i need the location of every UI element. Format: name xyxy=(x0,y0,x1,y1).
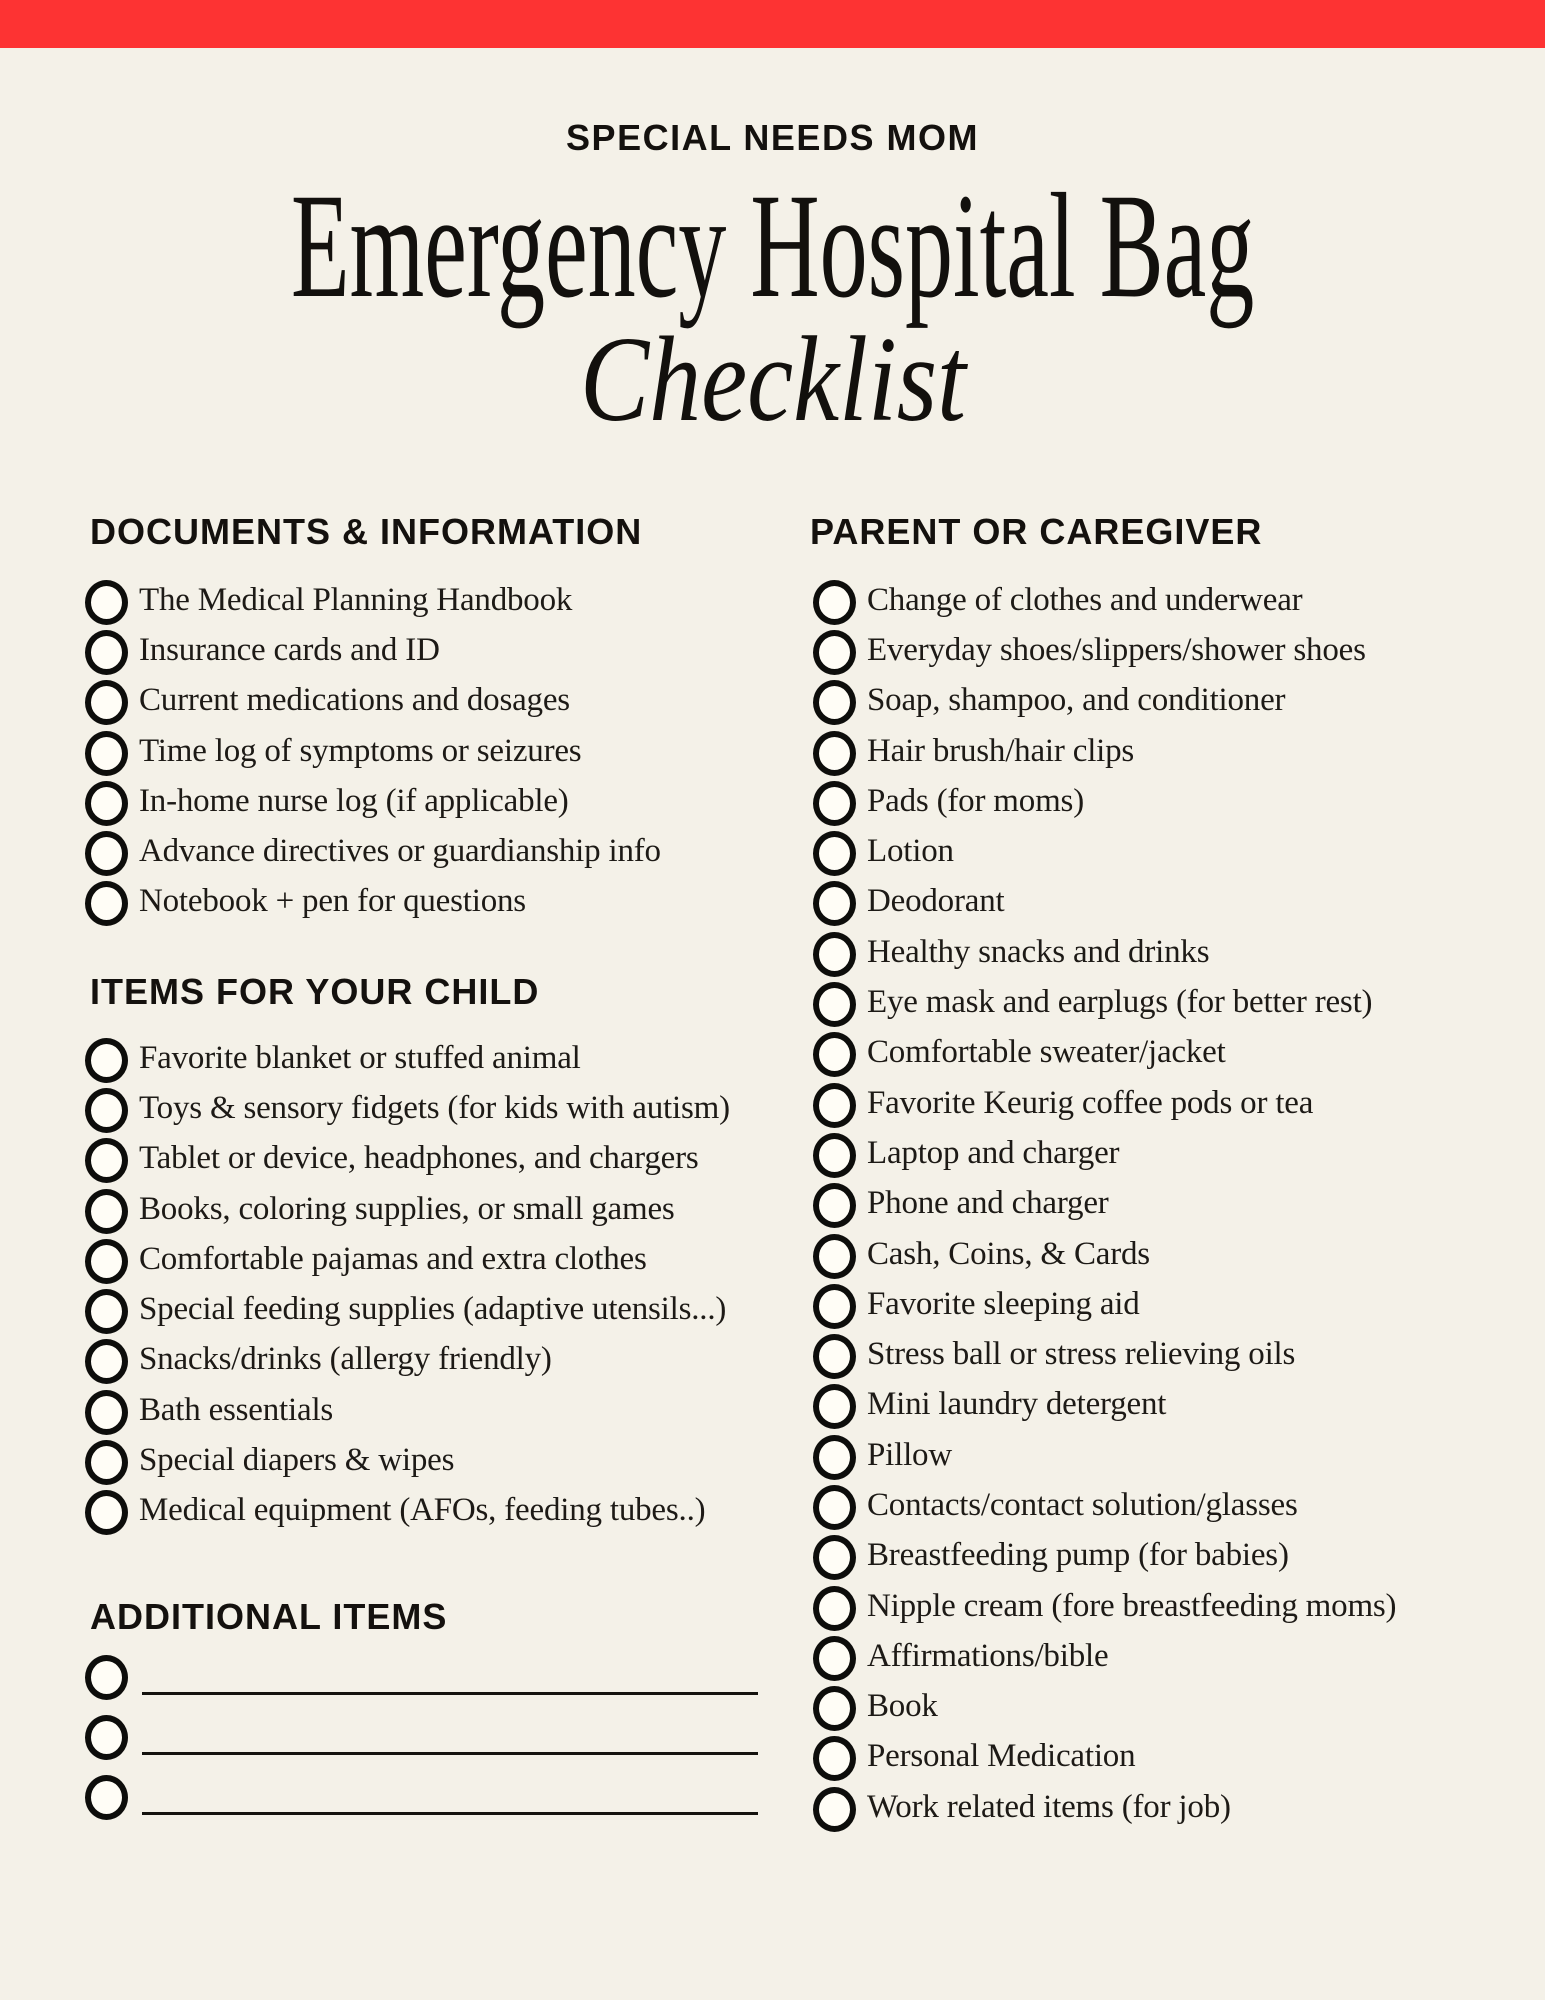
checkbox-circle[interactable] xyxy=(85,1715,128,1760)
checklist-item xyxy=(813,1331,1396,1381)
checklist-item-label: Pads (for moms) xyxy=(867,782,1084,819)
checklist-item xyxy=(813,1784,1396,1834)
checklist-item-label: Special feeding supplies (adaptive utensils...) xyxy=(139,1291,727,1328)
checklist-item-label: Notebook + pen for questions xyxy=(139,883,526,920)
write-in-line[interactable] xyxy=(142,1692,758,1695)
checklist-item xyxy=(85,1236,730,1286)
checklist-item xyxy=(813,1432,1396,1482)
checklist-item xyxy=(813,728,1396,778)
checklist-item-label: Time log of symptoms or seizures xyxy=(139,732,582,769)
checkbox-circle[interactable] xyxy=(813,1535,856,1580)
section-title-documents: DOCUMENTS & INFORMATION xyxy=(90,511,643,552)
checkbox-circle[interactable] xyxy=(813,781,856,826)
checklist-item xyxy=(813,1231,1396,1281)
checklist-item xyxy=(813,828,1396,878)
checklist-item-label: Pillow xyxy=(867,1436,952,1473)
checkbox-circle[interactable] xyxy=(813,1083,856,1128)
checklist-item xyxy=(85,678,661,728)
checklist-item xyxy=(813,1030,1396,1080)
page-title: Emergency Hospital Bag xyxy=(290,163,1255,329)
checkbox-circle[interactable] xyxy=(813,1586,856,1631)
checkbox-circle[interactable] xyxy=(813,831,856,876)
checklist-item xyxy=(85,1488,730,1538)
checklist-item xyxy=(85,1286,730,1336)
checklist-item xyxy=(813,879,1396,929)
additional-blank-row xyxy=(85,1712,785,1764)
eyebrow-text: SPECIAL NEEDS MOM xyxy=(566,117,979,158)
write-in-line[interactable] xyxy=(142,1752,758,1755)
checkbox-circle[interactable] xyxy=(813,731,856,776)
checklist-item-label: Phone and charger xyxy=(867,1185,1109,1222)
checkbox-circle[interactable] xyxy=(813,1133,856,1178)
checkbox-circle[interactable] xyxy=(85,1189,128,1234)
checkbox-circle[interactable] xyxy=(813,1234,856,1279)
checklist-item-label: Special diapers & wipes xyxy=(139,1442,455,1479)
checklist-item-label: Books, coloring supplies, or small games xyxy=(139,1190,675,1227)
checklist-item-label: Soap, shampoo, and conditioner xyxy=(867,682,1286,719)
checklist-item-label: Contacts/contact solution/glasses xyxy=(867,1486,1298,1523)
additional-blank-row xyxy=(85,1772,785,1824)
checklist-item-label: Snacks/drinks (allergy friendly) xyxy=(139,1341,552,1378)
checkbox-circle[interactable] xyxy=(813,881,856,926)
section-title-additional: ADDITIONAL ITEMS xyxy=(90,1596,448,1637)
checkbox-circle[interactable] xyxy=(813,1334,856,1379)
checklist-item-label: Tablet or device, headphones, and chargers xyxy=(139,1140,699,1177)
checklist-item xyxy=(813,778,1396,828)
checkbox-circle[interactable] xyxy=(813,1485,856,1530)
checkbox-circle[interactable] xyxy=(85,731,128,776)
checklist-item-label: Bath essentials xyxy=(139,1391,334,1428)
checklist-item xyxy=(813,1181,1396,1231)
checklist-item-label: Everyday shoes/slippers/shower shoes xyxy=(867,631,1366,668)
checklist-item-label: Advance directives or guardianship info xyxy=(139,833,661,870)
checkbox-circle[interactable] xyxy=(85,680,128,725)
checkbox-circle[interactable] xyxy=(85,630,128,675)
documents-list xyxy=(85,577,661,929)
checklist-item xyxy=(813,1482,1396,1532)
checklist-item xyxy=(85,1085,730,1135)
checklist-item xyxy=(813,577,1396,627)
write-in-line[interactable] xyxy=(142,1812,758,1815)
checkbox-circle[interactable] xyxy=(85,1038,128,1083)
checkbox-circle[interactable] xyxy=(85,1655,128,1700)
checklist-item-label: Affirmations/bible xyxy=(867,1637,1109,1674)
checklist-item-label: Toys & sensory fidgets (for kids with autism) xyxy=(139,1089,730,1126)
checklist-item-label: Deodorant xyxy=(867,883,1005,920)
checklist-item-label: Favorite blanket or stuffed animal xyxy=(139,1039,581,1076)
checklist-item-label: Hair brush/hair clips xyxy=(867,732,1135,769)
checklist-item-label: Nipple cream (fore breastfeeding moms) xyxy=(867,1587,1397,1624)
checklist-item xyxy=(85,828,661,878)
checkbox-circle[interactable] xyxy=(813,1032,856,1077)
checklist-item-label: Favorite Keurig coffee pods or tea xyxy=(867,1084,1314,1121)
checklist-item-label: The Medical Planning Handbook xyxy=(139,581,573,618)
checkbox-circle[interactable] xyxy=(85,781,128,826)
child-items-list xyxy=(85,1035,730,1538)
checklist-item xyxy=(85,778,661,828)
checkbox-circle[interactable] xyxy=(813,982,856,1027)
checklist-item-label: Medical equipment (AFOs, feeding tubes..) xyxy=(139,1492,706,1529)
checklist-item xyxy=(813,1533,1396,1583)
checkbox-circle[interactable] xyxy=(813,1435,856,1480)
checklist-item-label: Insurance cards and ID xyxy=(139,631,440,668)
checklist-item xyxy=(85,1136,730,1186)
checklist-item-label: Eye mask and earplugs (for better rest) xyxy=(867,984,1373,1021)
checklist-item xyxy=(813,1080,1396,1130)
checklist-item xyxy=(813,627,1396,677)
checkbox-circle[interactable] xyxy=(813,1787,856,1832)
checklist-item xyxy=(813,1281,1396,1331)
checklist-item-label: Personal Medication xyxy=(867,1738,1136,1775)
checkbox-circle[interactable] xyxy=(85,1440,128,1485)
checklist-item xyxy=(85,1437,730,1487)
checkbox-circle[interactable] xyxy=(813,630,856,675)
checkbox-circle[interactable] xyxy=(85,580,128,625)
checklist-item-label: In-home nurse log (if applicable) xyxy=(139,782,569,819)
checklist-item-label: Breastfeeding pump (for babies) xyxy=(867,1537,1289,1574)
checklist-item xyxy=(813,1583,1396,1633)
checklist-item-label: Lotion xyxy=(867,833,954,870)
checklist-item xyxy=(813,1684,1396,1734)
checklist-item xyxy=(813,1382,1396,1432)
checkbox-circle[interactable] xyxy=(85,1490,128,1535)
checkbox-circle[interactable] xyxy=(813,1736,856,1781)
checkbox-circle[interactable] xyxy=(85,1775,128,1820)
checkbox-circle[interactable] xyxy=(813,1686,856,1731)
checklist-item-label: Comfortable sweater/jacket xyxy=(867,1034,1226,1071)
checklist-item-label: Healthy snacks and drinks xyxy=(867,933,1210,970)
checklist-item xyxy=(813,678,1396,728)
page-subtitle: Checklist xyxy=(579,312,966,447)
checklist-item xyxy=(85,1387,730,1437)
checkbox-circle[interactable] xyxy=(85,1239,128,1284)
checkbox-circle[interactable] xyxy=(813,1384,856,1429)
checkbox-circle[interactable] xyxy=(813,932,856,977)
checklist-item xyxy=(813,1130,1396,1180)
checklist-item xyxy=(85,1035,730,1085)
additional-blank-row xyxy=(85,1652,785,1704)
checkbox-circle[interactable] xyxy=(85,831,128,876)
checklist-item-label: Change of clothes and underwear xyxy=(867,581,1303,618)
checkbox-circle[interactable] xyxy=(85,1289,128,1334)
checkbox-circle[interactable] xyxy=(85,881,128,926)
checklist-item-label: Mini laundry detergent xyxy=(867,1386,1167,1423)
checklist-item xyxy=(85,728,661,778)
checklist-item xyxy=(85,577,661,627)
checklist-item-label: Book xyxy=(867,1688,938,1725)
checklist-item-label: Laptop and charger xyxy=(867,1134,1120,1171)
checklist-item xyxy=(85,879,661,929)
checklist-item xyxy=(813,929,1396,979)
checklist-item-label: Cash, Coins, & Cards xyxy=(867,1235,1150,1272)
checkbox-circle[interactable] xyxy=(813,1183,856,1228)
section-title-parent: PARENT OR CAREGIVER xyxy=(810,511,1263,552)
checklist-item xyxy=(813,979,1396,1029)
section-title-child: ITEMS FOR YOUR CHILD xyxy=(90,971,540,1012)
checklist-item xyxy=(85,1337,730,1387)
checkbox-circle[interactable] xyxy=(813,580,856,625)
checkbox-circle[interactable] xyxy=(813,680,856,725)
checkbox-circle[interactable] xyxy=(85,1088,128,1133)
checklist-item xyxy=(85,627,661,677)
checkbox-circle[interactable] xyxy=(813,1636,856,1681)
checklist-item-label: Current medications and dosages xyxy=(139,682,570,719)
checklist-item xyxy=(813,1734,1396,1784)
checkbox-circle[interactable] xyxy=(85,1390,128,1435)
checkbox-circle[interactable] xyxy=(85,1339,128,1384)
checklist-item-label: Comfortable pajamas and extra clothes xyxy=(139,1240,647,1277)
checklist-item-label: Work related items (for job) xyxy=(867,1788,1231,1825)
checklist-item xyxy=(85,1186,730,1236)
checklist-item xyxy=(813,1633,1396,1683)
checklist-item-label: Stress ball or stress relieving oils xyxy=(867,1336,1296,1373)
checkbox-circle[interactable] xyxy=(85,1138,128,1183)
checklist-item-label: Favorite sleeping aid xyxy=(867,1285,1140,1322)
parent-items-list xyxy=(813,577,1396,1834)
checkbox-circle[interactable] xyxy=(813,1284,856,1329)
top-accent-bar xyxy=(0,0,1545,48)
